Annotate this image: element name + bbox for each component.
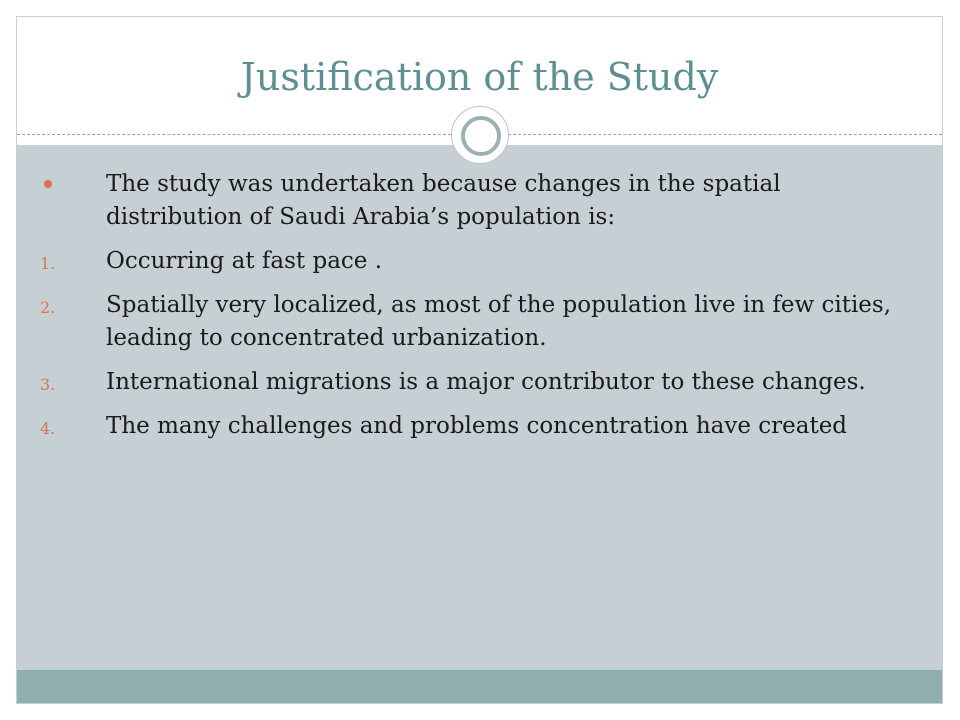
list-number: 1. (40, 254, 56, 273)
list-item-text: Spatially very localized, as most of the population live in few cities, leading to concentrated urbanization. (106, 292, 892, 351)
slide-body (40, 168, 920, 454)
intro-text: The study was undertaken because changes in the spatial distribution of Saudi Arabia’s population is: (106, 171, 781, 230)
slide-title: Justification of the Study (240, 55, 719, 99)
list-item (40, 245, 920, 278)
ring-icon (461, 116, 501, 156)
list-item-text: International migrations is a major contributor to these changes. (106, 369, 866, 395)
footer-bar (17, 670, 942, 703)
intro-bullet (40, 168, 920, 234)
list-item (40, 289, 920, 355)
bullet-dot-icon (44, 180, 52, 188)
list-number: 4. (40, 419, 56, 438)
list-item (40, 366, 920, 399)
circle-ornament-icon (451, 106, 509, 164)
list-item-text: Occurring at fast pace . (106, 248, 383, 274)
list-number: 2. (40, 298, 56, 317)
list-item-text: The many challenges and problems concentration have created (106, 413, 848, 439)
list-number: 3. (40, 375, 56, 394)
list-item (40, 410, 920, 443)
